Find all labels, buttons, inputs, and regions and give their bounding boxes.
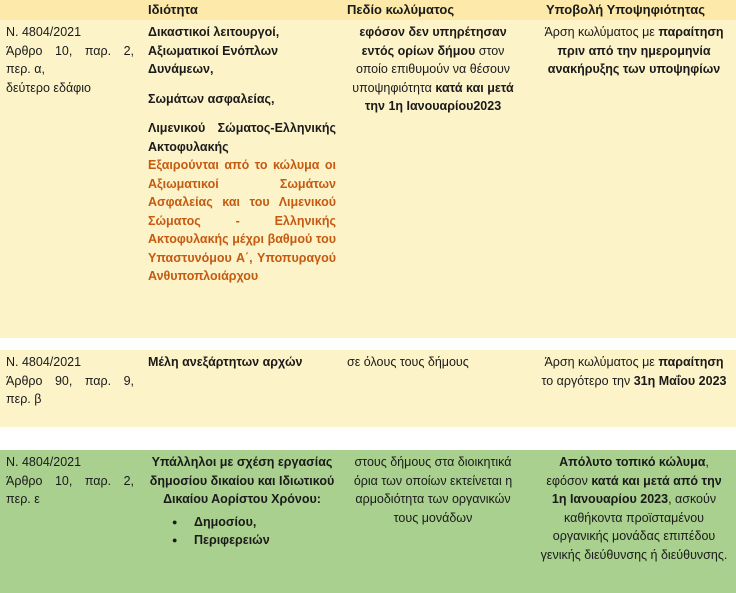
scope-cell bbox=[347, 23, 519, 116]
scope-text-bold: εφόσον δεν υπηρέτησαν εντός ορίων δήμου bbox=[359, 25, 507, 58]
property-text: Υπάλληλοι με σχέση εργασίας δημοσίου δικαίου και Ιδιωτικού Δικαίου Αορίστου Χρόνου: bbox=[149, 455, 335, 506]
law-article: Άρθρο 10, παρ. 2, περ. α, bbox=[6, 43, 134, 76]
submission-text: Άρση κωλύματος με bbox=[544, 25, 659, 39]
submission-text: το αργότερο την bbox=[541, 373, 634, 388]
law-article: Άρθρο 90, παρ. 9, περ. β bbox=[6, 373, 134, 406]
law-number: Ν. 4804/2021 bbox=[6, 355, 82, 369]
table-header bbox=[0, 0, 736, 20]
submission-text-bold: Απόλυτο τοπικό κώλυμα bbox=[559, 455, 706, 469]
header-scope: Πεδίο κωλύματος bbox=[347, 2, 455, 17]
law-ref-cell bbox=[6, 353, 134, 409]
submission-cell bbox=[540, 453, 728, 564]
law-number: Ν. 4804/2021 bbox=[6, 455, 82, 469]
submission-text: Άρση κωλύματος με bbox=[544, 355, 659, 369]
property-cell bbox=[148, 453, 336, 550]
scope-cell: σε όλους τους δήμους bbox=[347, 355, 469, 369]
submission-text: , ασκούν καθήκοντα προϊσταμένου οργανικής μονάδας επιπέδου γενικής διεύθυνσης ή διεύθυνσης. bbox=[540, 492, 728, 562]
row-separator bbox=[0, 427, 736, 450]
property-para: Λιμενικού Σώματος-Ελληνικής Ακτοφυλακής bbox=[148, 121, 336, 154]
property-cell bbox=[148, 23, 336, 286]
scope-text-bold: κατά και μετά την 1η Ιανουαρίου2023 bbox=[364, 80, 514, 113]
table-row bbox=[0, 450, 736, 593]
property-para: Δικαστικοί λειτουργοί, Αξιωματικοί Ενόπλων Δυνάμεων, bbox=[148, 25, 280, 76]
submission-text-bold: παραίτηση bbox=[658, 355, 724, 369]
header-property: Ιδιότητα bbox=[148, 2, 198, 17]
table-row bbox=[0, 20, 736, 338]
law-ref-cell bbox=[6, 453, 134, 509]
property-bullet-list bbox=[148, 513, 336, 550]
submission-text-bold: 31η Μαΐου 2023 bbox=[633, 373, 727, 388]
row-separator bbox=[0, 338, 736, 350]
bullet-item: ● Περιφερειών bbox=[148, 531, 336, 550]
law-number: Ν. 4804/2021 bbox=[6, 25, 82, 39]
law-paragraph: δεύτερο εδάφιο bbox=[6, 80, 92, 95]
scope-cell: στους δήμους στα διοικητικά όρια των οποίων εκτείνεται η αρμοδιότητα των οργανικών τους μονάδων bbox=[353, 455, 513, 525]
submission-cell bbox=[540, 353, 728, 390]
header-submission: Υποβολή Υποψηφιότητας bbox=[546, 2, 705, 17]
submission-text-bold: παραίτηση πριν από την ημερομηνία ανακήρυξης των υποψηφίων bbox=[547, 25, 724, 76]
law-article: Άρθρο 10, παρ. 2, περ. ε bbox=[6, 473, 134, 506]
table-row bbox=[0, 350, 736, 427]
property-cell: Μέλη ανεξάρτητων αρχών bbox=[148, 355, 303, 369]
property-para: Σωμάτων ασφαλείας, bbox=[148, 91, 275, 106]
submission-text: , εφόσον bbox=[546, 455, 709, 488]
submission-cell bbox=[540, 23, 728, 79]
property-exception: Εξαιρούνται από το κώλυμα οι Αξιωματικοί Σωμάτων Ασφαλείας και του Λιμενικού Σώματος - Ελληνικής Ακτοφυλακής μέχρι βαθμού του Υπαστυνόμου Α΄, Υποπυραγού Ανθυποπλοιάρχου bbox=[148, 158, 336, 283]
bullet-item: ● Δημοσίου, bbox=[148, 513, 336, 532]
scope-text: στον οποίο επιθυμούν να θέσουν υποψηφιότητα bbox=[352, 43, 511, 95]
law-ref-cell bbox=[6, 23, 134, 97]
submission-text-bold: κατά και μετά από την 1η Ιανουαρίου 2023 bbox=[551, 473, 722, 506]
